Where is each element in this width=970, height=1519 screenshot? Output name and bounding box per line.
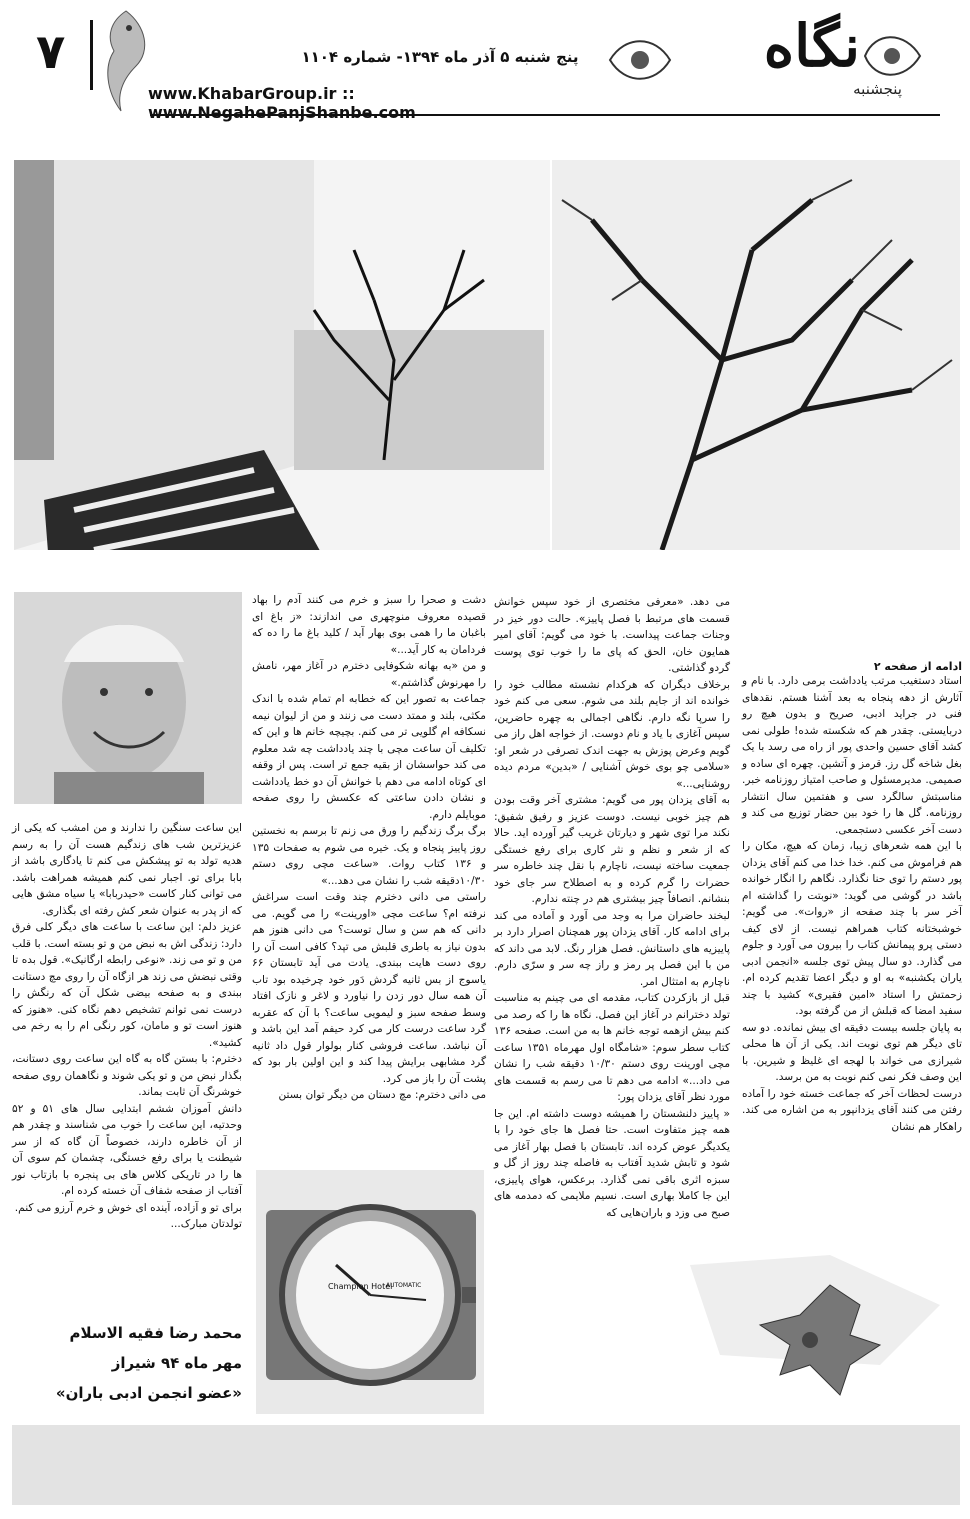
column-text-2: می دهد. «معرفی مختصری از خود سپس خوانش قسمت های مرتبط با فصل پاییز». حالت دور خیز در وجنات جماعت پیداست. با خود می گویم: آقای امیر همایون خان، الحق که پای ما را خوب توی پوست گردو گذاشتی. برخلاف دیگران که هرکدام نشسته مطالب خود را خوانده اند از جایم بلند می شوم. سعی می کنم خود را سرپا نگه دارم. نگاهی اجمالی به چهره حاضرین، سپس آغازی با یاد و نام دوست. از خواجه اهل راز می گویم وعرض پوزش به جهت اندک تصرفی در شعر او: «سلامی چو بوی خوش آشنایی / «بدین» مردم دیده روشنایی...» به آقای یزدان پور می گویم: مشتری آخر وقت بودن هم چیز خوبی نیست. دوست عزیز و رفیق شفیق: نکند مرا توی شهر و دیارتان غریب گیر آورده اید. حالا که از شعر و نظم و نثر کاری برای رفع خستگی جمعیت ساخته نیست، ناچارم با نقل چند خاطره سر حضرات را گرم کرده و به اصطلاح سر جای خود بنشانم. انصافاً چیز بیشتری هم در چنته ندارم. لبخند حاضران مرا به وجد می آورد و آماده می کند برای ادامه کار. آقای یزدان پور همچنان اصرار دارد بر پاییزیه های داستانش. فصل هزار رنگ. لابد می داند که من با این فصل پر رمز و راز چه سر و سرّی دارم. ناچارم به امتثال امر. قبل از بازکردن کتاب، مقدمه ای می چینم به مناسبت تولد دخترانم در آغاز این فصل. نگاه ها را که رصد می کنم بیش ازهمه توجه خانم ها به من است. صفحه ۱۳۶ کتاب سطر سوم: «شامگاه اول مهرماه ۱۳۵۱ ساعت مچی اورینت روی دستم ۱۰/۳۰ دقیقه شب را نشان می داد...» ادامه می دهم تا می رسم به قسمت های مورد نظر آقای یزدان پور: « پاییز دلنشستان را همیشه دوست داشته ام. این جا همه چیز متفاوت است. حتا فصل ها جای خود را با یکدیگر عوض کرده اند. تابستان با فصل بهار آغاز می شود و تابش شدید آفتاب به فاصله چند روز از گل و سبزه اثری باقی نمی گذارد. برعکس، هوای پاییزی، این جا کاملا بهاری است. نسیم ملایمی که دمدمه های صبح می وزد و باران‌هایی که (494, 596, 731, 1219)
brand-logo (660, 12, 930, 102)
ornament-right-icon (860, 26, 930, 86)
column-text-1: استاد دستغیب مرتب یادداشت برمی دارد. با نام و آثارش از دهه پنجاه به بعد آشنا هستم. نقدهای فنی در جراید ادبی، صریح و بدون هیچ رو دربایستی. چقدر هم که شکسته شده! طولی نمی کشد آقای حسین واحدی پور از راه می رسد با یک بغل شاخه گل رز. قرمز و آتشین. چهره ای ساده و صمیمی. مدیرمسئول و صاحب امتیاز روزنامه خبر. مناسبتش سالگرد سی و هفتمین سال انتشار روزنامه. گل ها را خود بین حضار توزیع می کند و دست آخر عکسی دستجمعی. با این همه شعرهای زیبا، زمان که هیچ، مکان را هم فراموش می کنم. خدا خدا می کنم آقای یزدان پور دستم را توی حنا نگذارد. نگاهم را انگار خوانده باشد در گوشی می گوید: «نوبتت را گذاشته ام آخر سر با چند صفحه از «روات». می گویم: خوشبختانه کتاب همراهم نیست. از لای کیف دستی پرو پیمانش کتاب را بیرون می آورد و جلوم می گذارد. دو سال پیش توی جلسه «انجمن ادبی یاران یکشنبه» به او و دیگر اعضا تقدیم کرده ام. زحمتش را استاد «امین فقیری» کشید با چند سفید امضا که قبلش از من گرفته بود. به پایان جلسه بیست دقیقه ای بیش نمانده. دو سه تای دیگر هم توی نوبت اند. یکی از آن ها محلی شیرازی می خواند با لهجه ای غلیظ و شیرین. با این وصف فکر نمی کنم نوبت به من برسد. درست لحظات آخر که جماعت خسته خود را آماده رفتن می کنند آقای یزدانپور به من اشاره می کند. راهکار هم نشان (742, 675, 962, 1133)
author-portrait (14, 592, 242, 804)
masthead (0, 0, 970, 150)
author-affiliation: «عضو انجمن ادبی باران» (55, 1384, 242, 1402)
photo-tree-shadow (552, 160, 960, 550)
website-links: www.KhabarGroup.ir :: www.NegahePanjShanbe.com (148, 84, 416, 122)
footer-band (12, 1425, 960, 1505)
header-rule (150, 114, 940, 116)
photo-window-shadow (14, 160, 550, 550)
autumn-leaf-icon (680, 1245, 960, 1425)
article-continuation (742, 660, 962, 1135)
issue-date: پنج شنبه ۵ آذر ماه ۱۳۹۴- شماره ۱۱۰۴ (301, 48, 579, 66)
page-number (30, 20, 93, 90)
continuation-heading: ادامه از صفحه ۲ (873, 660, 962, 673)
author-date-place: مهر ماه ۹۴ شیراز (111, 1354, 242, 1372)
page-number-value: ۷ (36, 24, 66, 80)
bird-emblem-icon (96, 6, 156, 116)
column-text-3: دشت و صحرا را سبز و خرم می کنند آدم را بهاد قصیده معروف منوچهری می اندازند: «ز باغ ای باغبان ما را همی بوی بهار آید / کلید باغ ما را ده که فردامان به کار آید...» و من «به بهانه شکوفایی دخترم در آغاز مهر، نامش را مهرنوش گذاشتم.» جماعت به تصور این که خطابه ام تمام شده با اندک مکثی، بلند و ممتد دست می زنند و من از لیوان نیمه نسکافه ام گلویی تر می کنم. بچیچه خانم ها و این که تکلیف آن ساعت مچی با چند یادداشت چه شد معلوم می کند حواسشان از بقیه جمع تر است. پس از وقفه ای کوتاه ادامه می دهم با خوانش آن دو خط یادداشت و نشان دادن ساعتی که عکسش را روی صفحه موبایلم دارم. برگ برگ زندگیم را ورق می زنم تا برسم به نخستین روز پاییز پنجاه و یک. خیره می شوم به صفحات ۱۳۵ و ۱۳۶ کتاب روات. «ساعت مچی روی دستم ۱۰/۳۰دقیقه شب را نشان می دهد...» راستی می دانی دخترم چند وقت است سراغش نرفته ام؟ ساعت مچی «اورینت» را می گویم. می دانی که هم سن و سال توست؟ می دانی هنوز هم بدون نیاز به باطری قلبش می تپد؟ کافی است آن را روی دست هایت ببندی. یادت می آید تابستان ۶۶ یاسوج از بس ثانیه گردش دَور خود چرخیده بود تاب آن همه سال دور زدن را نیاورد و لاغر و نازک افتاد وسط صفحه سبز و لیمویی ساعت؟ با آن که عقربه گرد ساعت درست کار می کرد حیفم آمد این باشد و آن نباشد. ساعت فروشی کنار بولوار قول داد ثانیه گرد مشابهی برایش پیدا کند و این اولین بار بود که پشت آن را باز می کرد. می دانی دخترم: مچ دستان من دیگر توان بستن (252, 594, 487, 1101)
watch-subtitle: AUTOMATIC (386, 1282, 422, 1289)
brand-subtitle: پنجشنبه (853, 80, 902, 98)
author-byline (12, 1318, 242, 1408)
brand-title: نگاه (763, 12, 860, 80)
watch-brand: Champion Hotel (328, 1282, 393, 1291)
author-name: محمد رضا فقیه الاسلام (69, 1324, 242, 1342)
column-text-4: این ساعت سنگین را ندارند و من امشب که یکی از عزیزترین شب های زندگیم هست آن را به رسم هدیه تولد به تو پیشکش می کنم تا یادگاری باشد از بابا برای تو. اجبار نمی کنم همیشه همراهت باشد. می توانی کنار کاست «حیدربابا» یا سیاه مشق هایی که از پدر به عنوان شعر کش رفته ای بگذاری. عزیز دلم: این ساعت با ساعت های دیگر کلی فرق دارد: زندگی اش به نبض من و تو بسته است. با قلب من و تو می زند. «نوعی رابطه ارگانیک». قول بده تا وقتی نبضش می زند هر ازگاه آن را روی مچ دستانت ببندی و به صفحه بیضی شکل آن که رنگش را درست نمی توانم تشخیص دهم نگاه کنی. «هنوز که هنوز است تو و مامان، کور رنگی ام را به رخم می کشید». دخترم: با بستن گاه به گاه این ساعت روی دستانت، بگذار نبض من و تو یکی شوند و نگاهمان روی صفحه خوشرنگ آن ثابت بماند. دانش آموزان ششم ابتدایی سال های ۵۱ و ۵۲ وحدتیه، این ساعت را خوب می شناسند و چقدر هم از آن خاطره دارند، خصوصاً آن گاه که از سر شیطنت یا برای رفع خستگی، چشمان کم سوی آن ها را در تاریکی کلاس های بی پنجره با بازتاب نور آفتاب از صفحه شفاف آن خسته کرده ام. برای تو و آزاده، آینده ای خوش و خرم آرزو می کنم. تولدتان مبارک... (12, 822, 242, 1230)
wristwatch-photo (256, 1170, 484, 1414)
